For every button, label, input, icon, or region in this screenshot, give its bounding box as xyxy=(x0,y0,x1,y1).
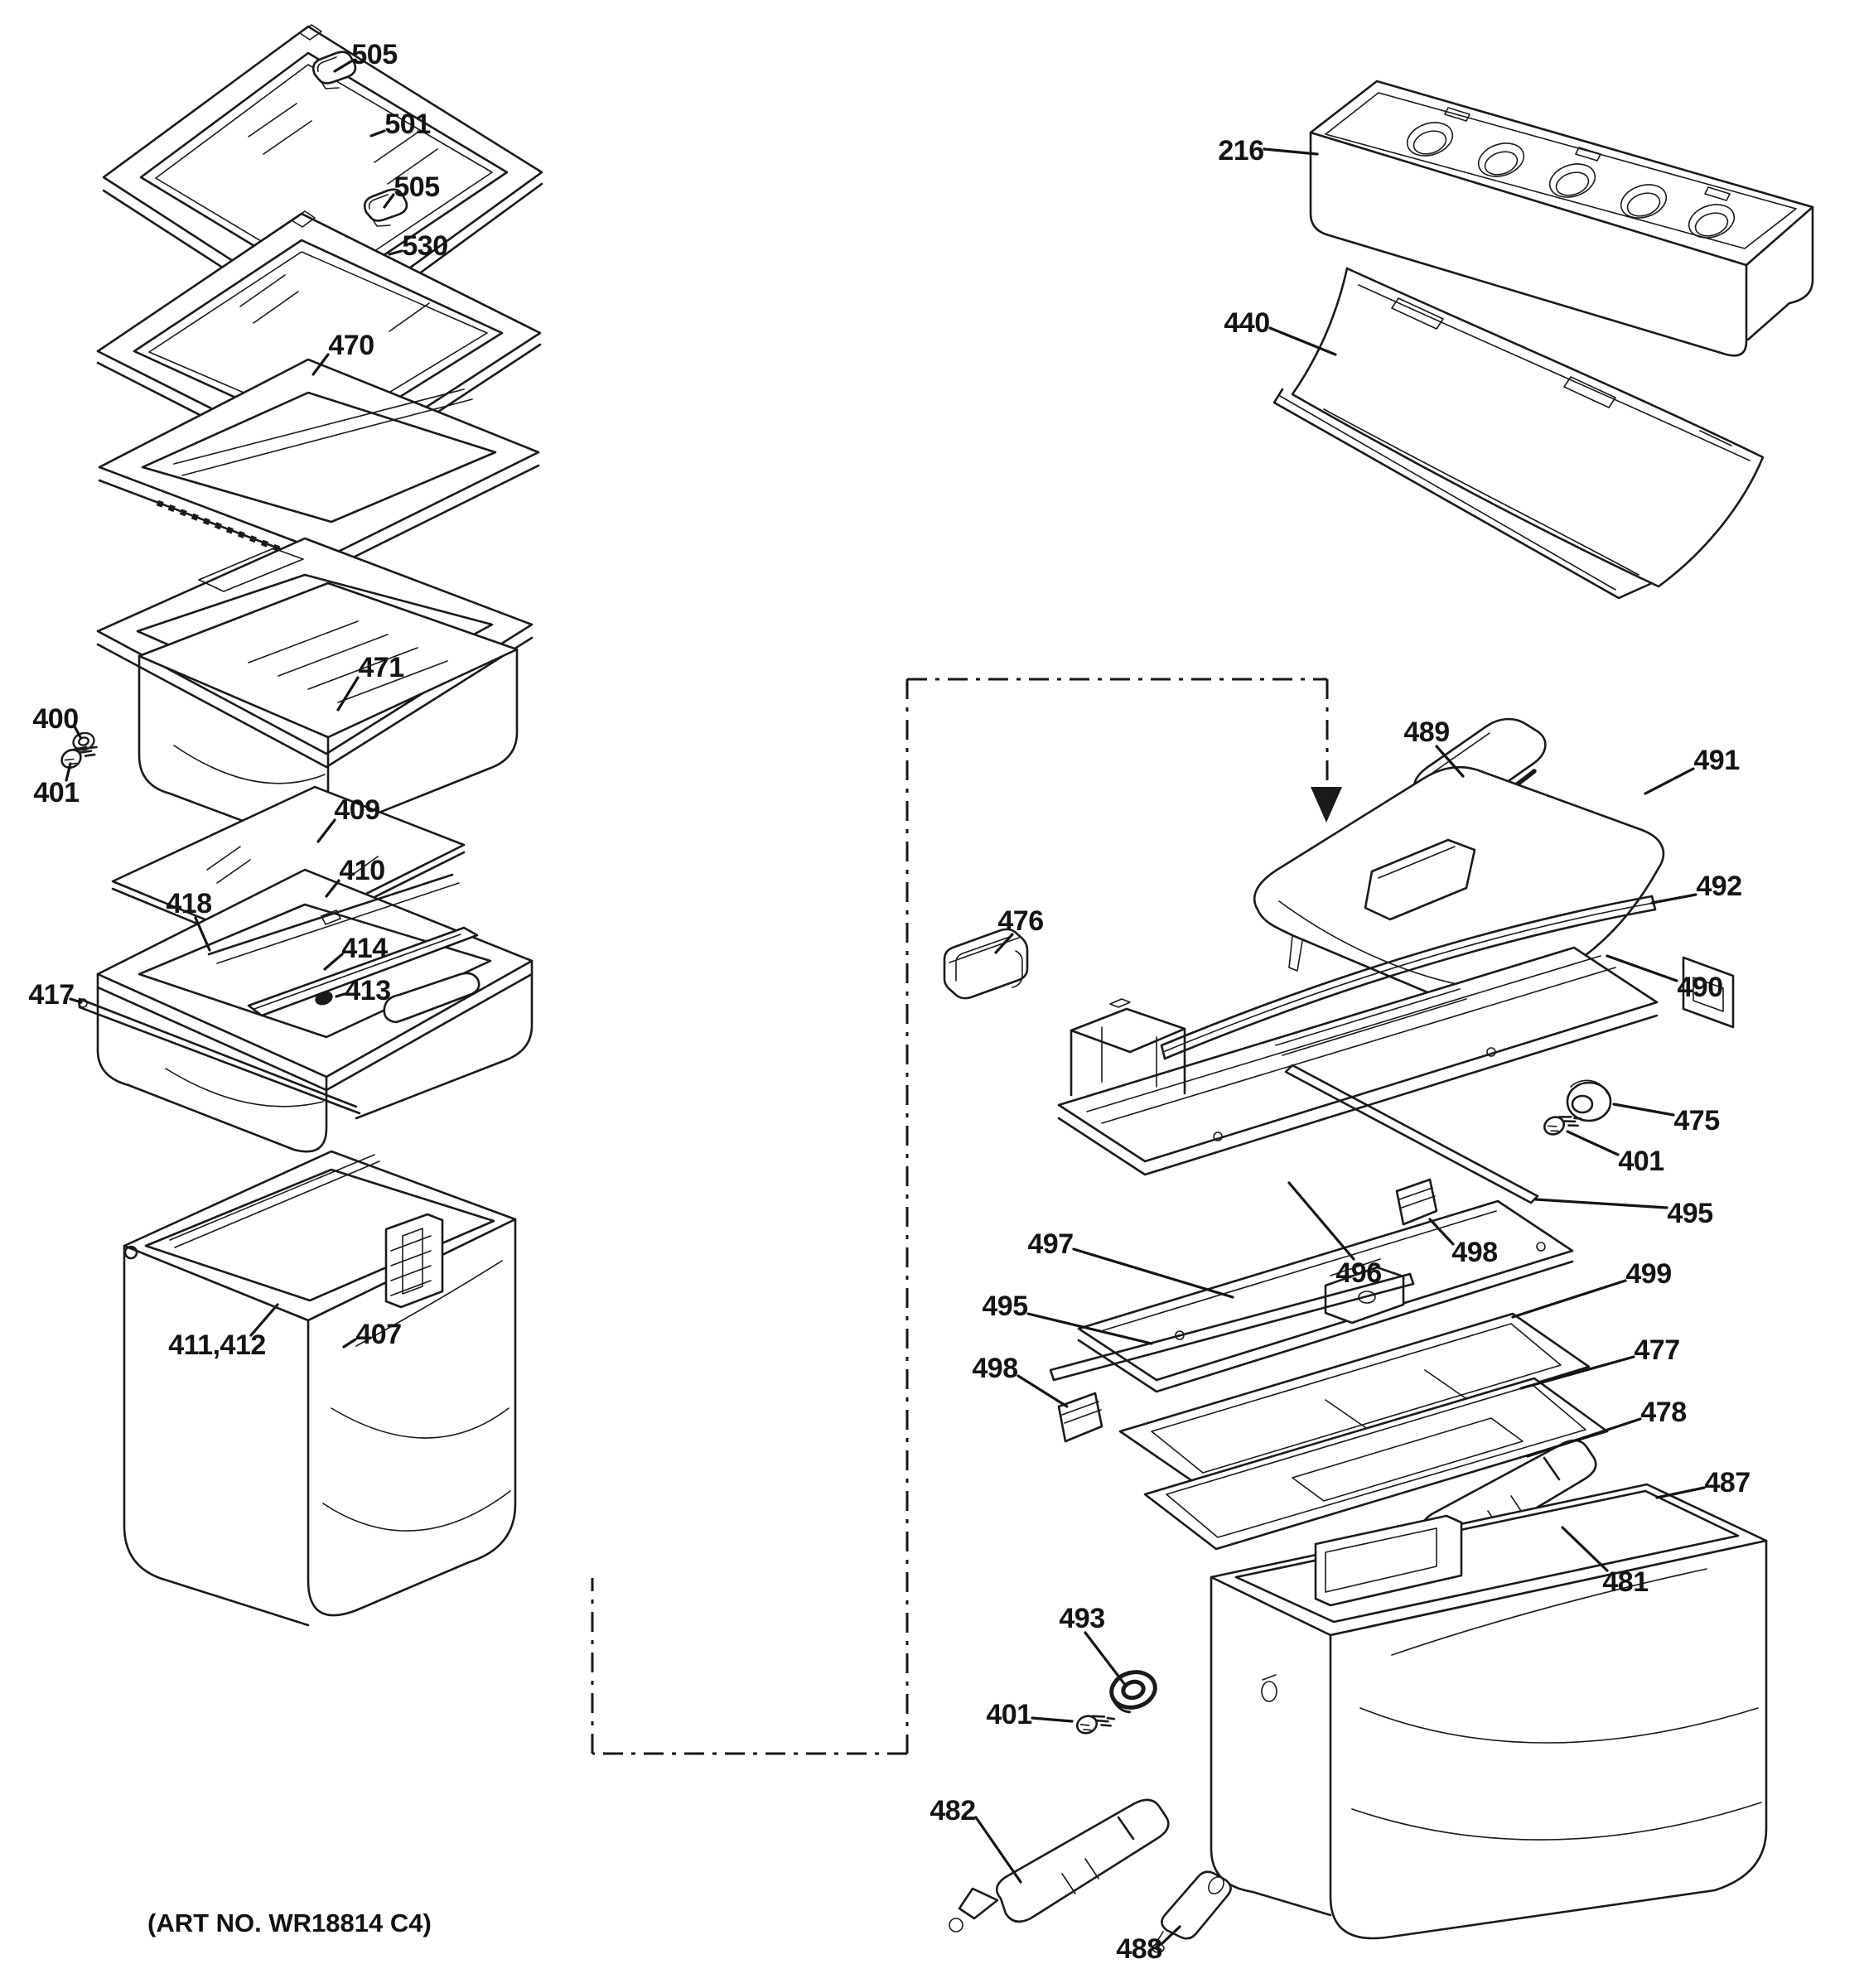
part-label-495-b: 495 xyxy=(982,1291,1028,1322)
leader-401-c xyxy=(1032,1718,1072,1721)
screw-401-c-drawing xyxy=(1074,1706,1116,1737)
part-label-470: 470 xyxy=(328,330,374,361)
slide-frame-470-drawing xyxy=(99,359,538,568)
leader-497 xyxy=(1074,1249,1233,1297)
part-label-489: 489 xyxy=(1403,717,1450,748)
part-label-440: 440 xyxy=(1224,307,1270,339)
part-label-482: 482 xyxy=(930,1795,976,1826)
part-label-487: 487 xyxy=(1704,1467,1751,1498)
part-label-411-412: 411,412 xyxy=(168,1329,266,1361)
leader-475 xyxy=(1614,1104,1673,1115)
grommet-493-drawing xyxy=(1108,1667,1160,1715)
drawer-407-drawing xyxy=(124,1151,515,1625)
part-label-410: 410 xyxy=(339,855,385,886)
part-label-216: 216 xyxy=(1218,135,1264,166)
part-label-401-c: 401 xyxy=(986,1699,1032,1730)
part-label-498-a: 498 xyxy=(1451,1237,1498,1268)
part-label-497: 497 xyxy=(1027,1228,1074,1260)
leader-401-b xyxy=(1567,1132,1618,1155)
leader-491 xyxy=(1645,769,1693,794)
part-label-477: 477 xyxy=(1634,1334,1680,1366)
part-label-475: 475 xyxy=(1673,1105,1720,1136)
wedge-498-a-drawing xyxy=(1397,1180,1437,1224)
part-label-505-b: 505 xyxy=(394,171,440,203)
part-label-505-a: 505 xyxy=(351,39,398,70)
part-label-481: 481 xyxy=(1602,1566,1649,1598)
leader-216 xyxy=(1264,149,1317,154)
part-label-417: 417 xyxy=(28,979,75,1011)
part-label-418: 418 xyxy=(166,888,212,919)
part-label-499: 499 xyxy=(1625,1258,1672,1290)
part-label-493: 493 xyxy=(1059,1603,1105,1634)
wedge-498-b-drawing xyxy=(1059,1393,1102,1441)
part-label-409: 409 xyxy=(334,794,380,826)
shifter-411-412-drawing xyxy=(386,1214,442,1307)
curved-panel-440-drawing xyxy=(1274,268,1763,598)
part-label-413: 413 xyxy=(345,975,391,1006)
part-label-478: 478 xyxy=(1640,1397,1687,1428)
slide-assembly-490-drawing xyxy=(1059,948,1733,1175)
part-label-530: 530 xyxy=(402,230,448,262)
part-label-476: 476 xyxy=(997,905,1044,937)
part-label-471: 471 xyxy=(358,652,404,683)
part-label-495-a: 495 xyxy=(1667,1198,1713,1229)
part-label-501: 501 xyxy=(384,109,431,140)
part-label-496: 496 xyxy=(1335,1257,1382,1289)
drawer-487-drawing xyxy=(1211,1484,1766,1938)
art-number: (ART NO. WR18814 C4) xyxy=(147,1908,432,1937)
leader-495-a xyxy=(1536,1199,1667,1208)
part-label-491: 491 xyxy=(1693,745,1740,776)
part-label-488: 488 xyxy=(1116,1933,1162,1965)
end-cap-476-drawing xyxy=(944,929,1027,998)
leader-492 xyxy=(1652,895,1696,903)
leader-499 xyxy=(1513,1281,1625,1317)
shelf-frame-410-drawing xyxy=(98,870,532,1151)
leader-493 xyxy=(1085,1633,1125,1685)
part-label-492: 492 xyxy=(1696,871,1742,902)
leader-496 xyxy=(1289,1183,1354,1259)
part-label-401-b: 401 xyxy=(1618,1146,1664,1177)
part-label-407: 407 xyxy=(355,1319,402,1350)
part-label-400: 400 xyxy=(32,703,79,735)
part-label-498-b: 498 xyxy=(972,1353,1018,1384)
leader-482 xyxy=(976,1817,1021,1882)
damper-482-drawing xyxy=(949,1800,1168,1932)
part-label-414: 414 xyxy=(341,933,388,964)
part-label-401-a: 401 xyxy=(33,777,80,808)
section-divider xyxy=(592,679,1342,1754)
divider-arrow xyxy=(1311,787,1342,823)
leader-498-b xyxy=(1018,1376,1067,1407)
roller-475-drawing xyxy=(1567,1080,1610,1121)
part-label-490: 490 xyxy=(1677,972,1723,1003)
